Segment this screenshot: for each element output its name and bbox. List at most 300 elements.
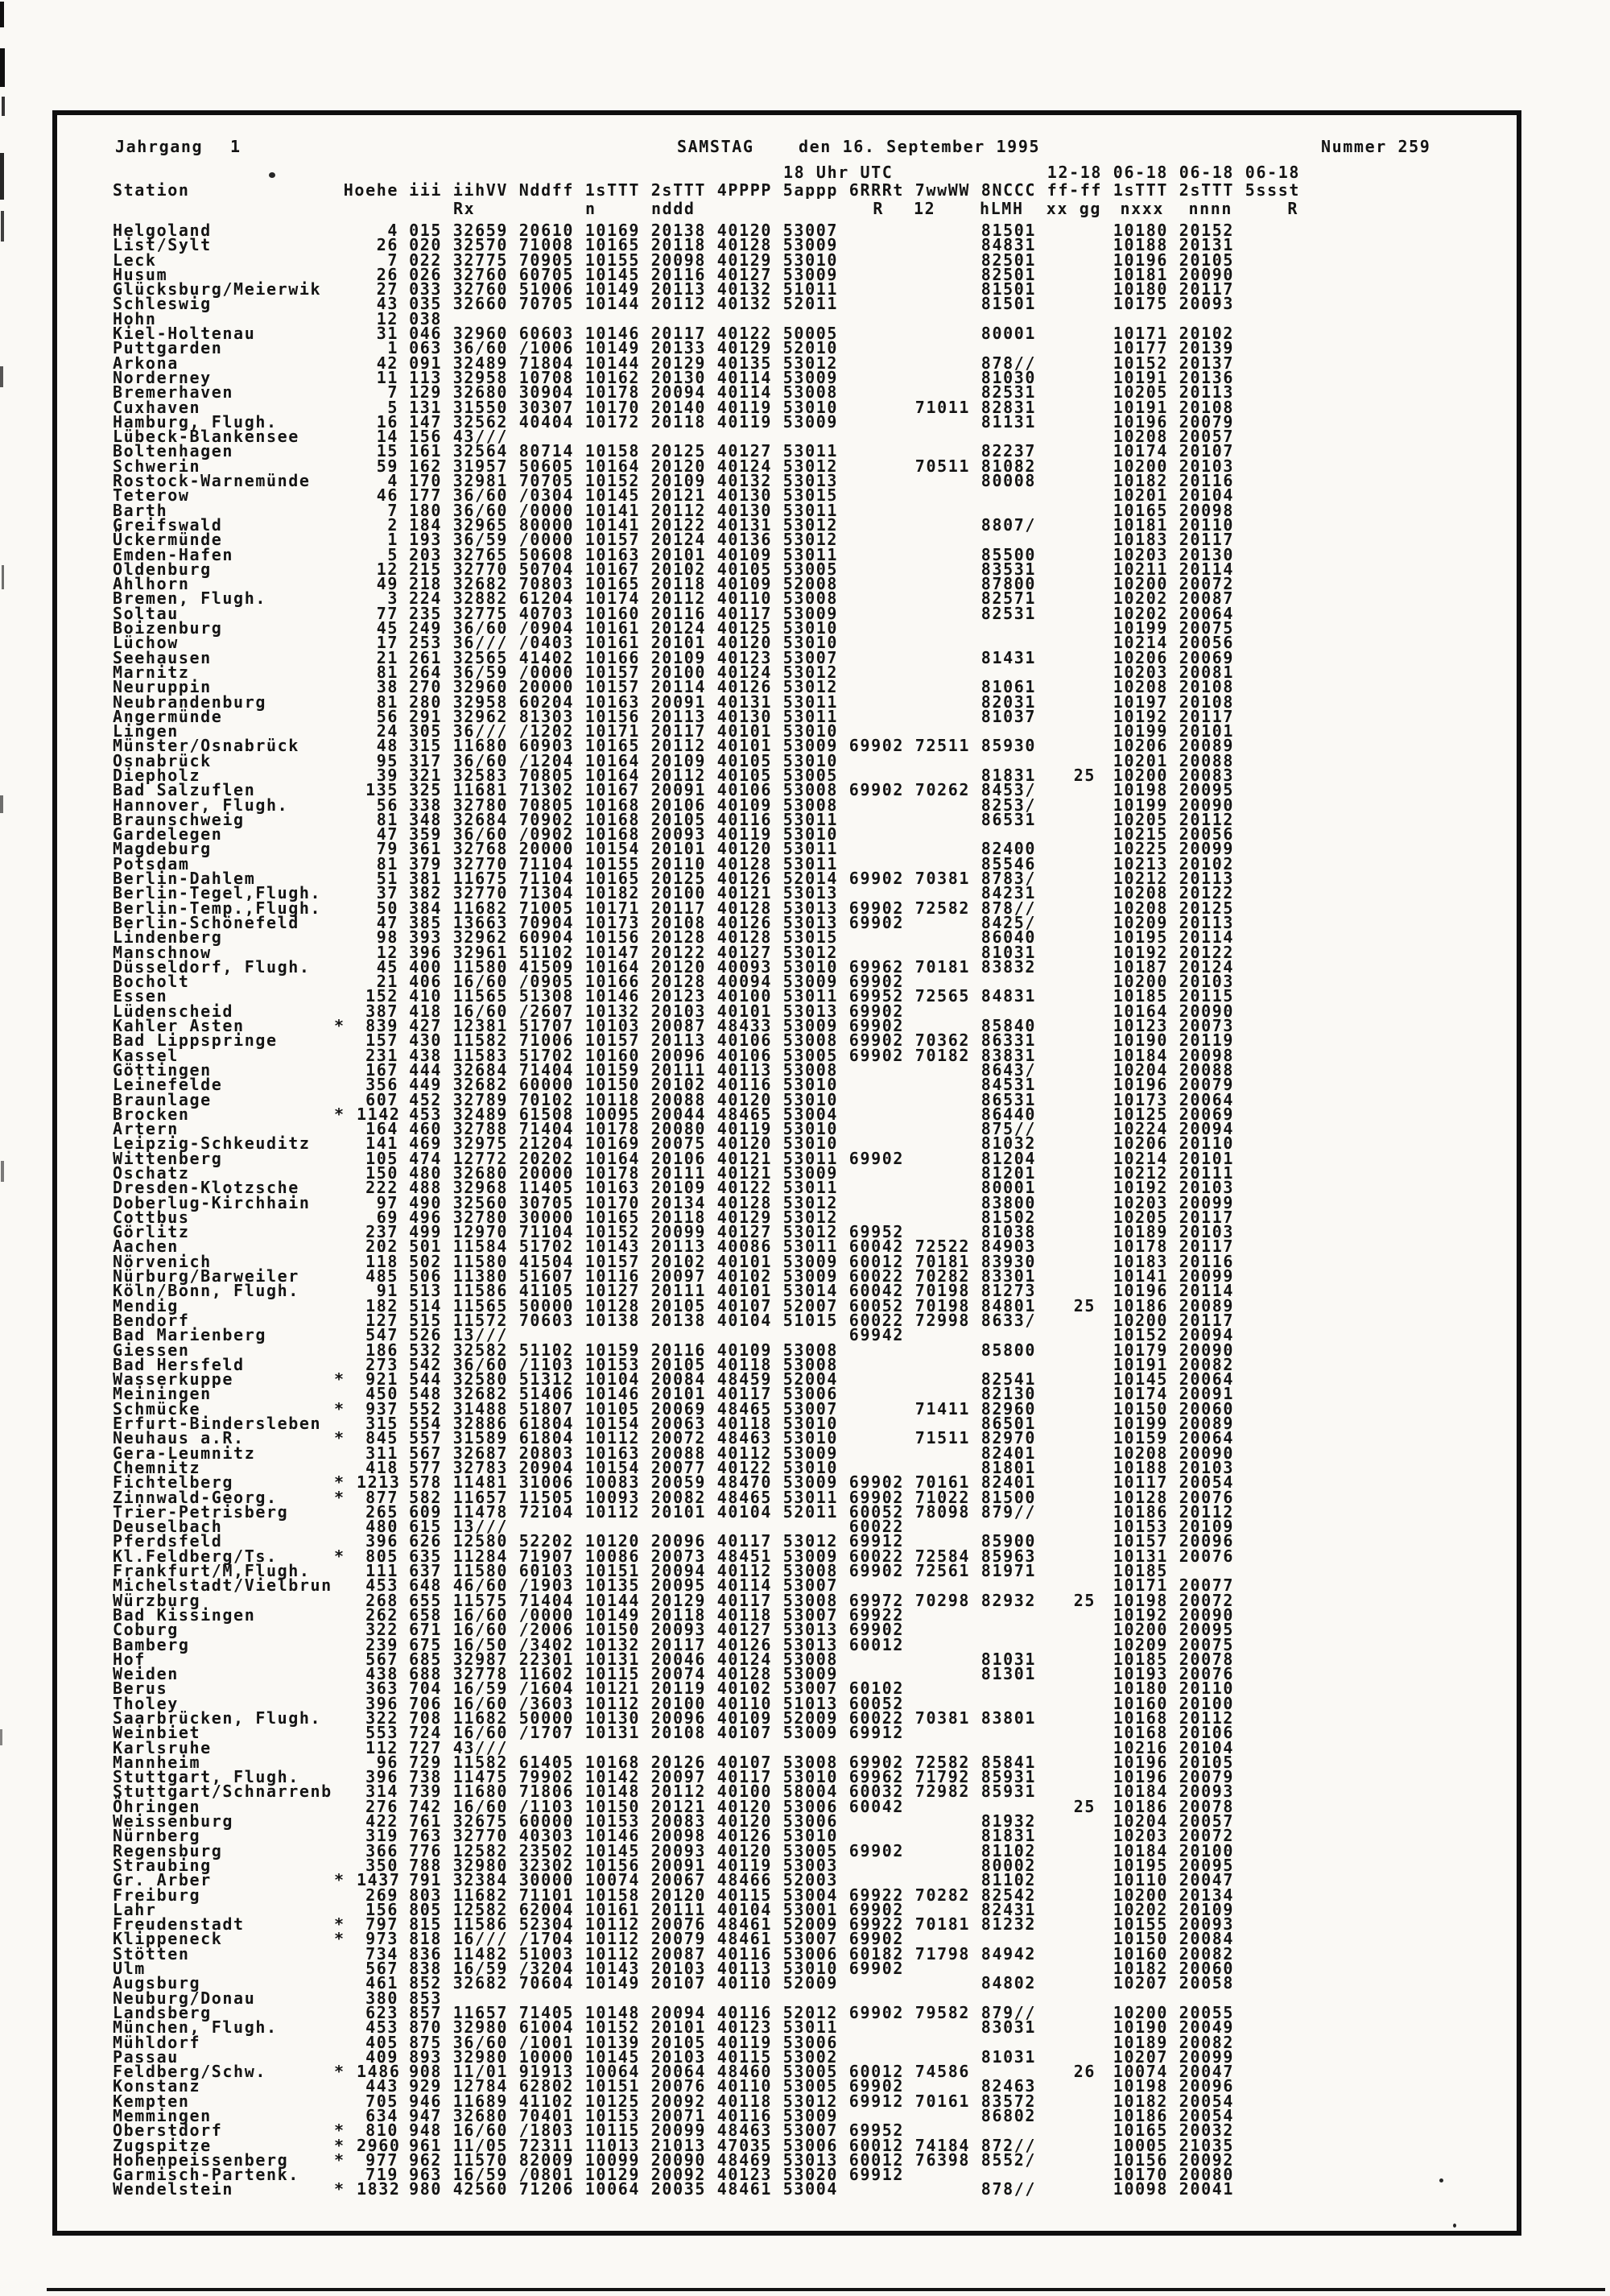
cell-5appp: 53013	[782, 898, 838, 918]
cell-4pppp: 40101	[716, 736, 772, 756]
header-2sttt: 2sTTT	[650, 180, 706, 200]
cell-1sttt-06-18: 10205	[1113, 809, 1169, 829]
cell-5appp: 53009	[782, 1546, 838, 1566]
cell-5appp: 53005	[782, 1840, 838, 1860]
cell-7wwww: 72582	[914, 1752, 971, 1772]
cell-5appp: 53009	[782, 235, 838, 255]
cell-1sttt-06-18: 10180	[1113, 279, 1169, 299]
cell-1sttt-06-18: 10187	[1113, 956, 1169, 977]
cell-4pppp: 40120	[716, 633, 772, 653]
cell-5appp: 53008	[782, 382, 838, 403]
cell-4pppp: 40102	[716, 1679, 772, 1699]
cell-1sttt-18: 10174	[584, 588, 640, 609]
cell-marker	[332, 2005, 357, 2020]
cell-5appp: 52012	[782, 2002, 838, 2022]
cell-8nccc: 85800	[980, 1340, 1037, 1360]
cell-iihvv: 13663	[452, 912, 508, 932]
cell-5appp: 53012	[782, 662, 838, 682]
cell-hoehe: 202	[365, 1237, 398, 1257]
cell-2sttt-18: 20109	[650, 750, 706, 770]
header-06-18-a: 06-18	[1113, 162, 1169, 182]
cell-2sttt-06-18: 20072	[1179, 1826, 1235, 1846]
cell-7wwww: 70511	[914, 456, 971, 476]
cell-2sttt-18: 20117	[650, 721, 706, 741]
cell-7wwww	[904, 1151, 970, 1166]
cell-hoehe: 150	[365, 1163, 398, 1183]
cell-7wwww: 70198	[914, 1281, 971, 1301]
cell-hoehe: 553	[365, 1723, 398, 1743]
cell-nddff: 50000	[518, 1295, 574, 1315]
cell-5appp: 53004	[782, 2179, 838, 2199]
cell-iii: 763	[409, 1826, 442, 1846]
cell-6rrrt: 69902	[848, 1030, 905, 1051]
cell-8nccc: 85900	[980, 1531, 1037, 1551]
cell-1sttt-06-18: 10181	[1113, 264, 1169, 284]
cell-iii: 818	[409, 1929, 442, 1949]
cell-5ssst	[1234, 1416, 1300, 1431]
cell-2sttt-18: 20064	[650, 2062, 706, 2082]
cell-5appp: 53015	[782, 485, 838, 506]
cell-5appp: 53011	[782, 692, 838, 712]
cell-hoehe: 47	[376, 912, 398, 932]
cell-6rrrt	[838, 253, 904, 267]
cell-1sttt-18: 10086	[584, 1546, 640, 1566]
cell-iii: 655	[409, 1590, 442, 1610]
cell-7wwww	[904, 1844, 970, 1858]
cell-iii: 147	[409, 411, 442, 432]
cell-6rrrt	[838, 400, 904, 415]
cell-2sttt-06-18: 20083	[1179, 765, 1235, 785]
cell-1sttt-18: 10105	[584, 1398, 640, 1418]
cell-5ssst	[1234, 1313, 1300, 1328]
cell-station: Teterow	[113, 485, 190, 506]
cell-1sttt-06-18: 10202	[1113, 603, 1169, 623]
cell-2sttt-06-18: 20054	[1179, 1472, 1235, 1493]
cell-7wwww	[904, 267, 970, 282]
cell-iihvv: 32770	[452, 883, 508, 903]
cell-hoehe: 21	[376, 972, 398, 992]
cell-2sttt-06-18: 20056	[1179, 824, 1235, 844]
cell-8nccc: 875//	[980, 1119, 1037, 1139]
cell-iihvv: 11675	[452, 869, 508, 889]
cell-5ssst	[1234, 1784, 1300, 1798]
cell-nddff: 20000	[518, 1163, 574, 1183]
cell-ff-12-18	[1036, 223, 1102, 237]
cell-4pppp: 40120	[716, 1134, 772, 1154]
cell-nddff: 51006	[518, 279, 574, 299]
cell-hoehe: 387	[365, 1001, 398, 1021]
cell-1sttt-18: 10165	[584, 736, 640, 756]
cell-2sttt-06-18: 20109	[1179, 1899, 1235, 1919]
cell-marker	[332, 1666, 357, 1681]
cell-2sttt-18: 20129	[650, 353, 706, 373]
cell-1sttt-18: 10112	[584, 1929, 640, 1949]
cell-ff-12-18	[1036, 591, 1102, 605]
cell-8nccc: 82401	[980, 1472, 1037, 1493]
cell-2sttt-06-18: 20102	[1179, 324, 1235, 344]
weekday-label: SAMSTAG	[677, 137, 754, 156]
cell-6rrrt	[838, 812, 904, 827]
cell-marker	[332, 709, 357, 724]
cell-ff-12-18	[1036, 1711, 1102, 1725]
cell-iii: 218	[409, 574, 442, 594]
cell-2sttt-18: 20092	[650, 2091, 706, 2111]
cell-station: Arkona	[113, 353, 179, 373]
cell-hoehe: 69	[376, 1207, 398, 1227]
cell-8nccc: 879//	[980, 2002, 1037, 2022]
header-ff-ff: ff-ff	[1046, 180, 1103, 200]
cell-ff-12-18	[1036, 2094, 1102, 2108]
cell-hoehe: 81	[376, 662, 398, 682]
cell-marker: *	[334, 1369, 345, 1390]
cell-2sttt-06-18: 20064	[1179, 1089, 1235, 1109]
cell-ff-12-18	[1036, 312, 1102, 326]
cell-7wwww: 70181	[914, 1914, 971, 1935]
cell-2sttt-06-18: 20064	[1179, 1369, 1235, 1390]
cell-marker	[332, 1180, 357, 1195]
cell-7wwww	[904, 1136, 970, 1150]
cell-1sttt-18: 10139	[584, 2032, 640, 2052]
header-5ssst: 5ssst	[1245, 180, 1301, 200]
cell-1sttt-06-18: 10156	[1113, 2149, 1169, 2170]
header-18-uhr-utc: 18 Uhr UTC	[783, 162, 894, 182]
cell-7wwww	[904, 1107, 970, 1121]
cell-1sttt-06-18: 10098	[1113, 2179, 1169, 2199]
cell-7wwww	[904, 591, 970, 605]
header-spacer	[904, 161, 970, 180]
cell-5appp: 53006	[782, 1811, 838, 1831]
cell-2sttt-18: 20092	[650, 2165, 706, 2185]
cell-7wwww: 74586	[914, 2062, 971, 2082]
cell-5appp: 53011	[782, 441, 838, 461]
cell-7wwww	[904, 1446, 970, 1460]
cell-ff-12-18	[1036, 1328, 1102, 1342]
cell-iihvv: 32765	[452, 544, 508, 564]
cell-1sttt-18: 10095	[584, 1104, 640, 1124]
cell-ff-12-18	[1036, 1107, 1102, 1121]
cell-4pppp: 40123	[716, 647, 772, 667]
cell-2sttt-06-18: 20076	[1179, 1546, 1235, 1566]
cell-1sttt-06-18: 10165	[1113, 500, 1169, 520]
cell-iii: 382	[409, 883, 442, 903]
cell-7wwww: 72565	[914, 986, 971, 1006]
cell-1sttt-18: 10144	[584, 1590, 640, 1610]
cell-iihvv: 32580	[452, 1369, 508, 1390]
cell-5appp: 53008	[782, 780, 838, 800]
cell-7wwww	[904, 827, 970, 841]
cell-2sttt-18: 20112	[650, 294, 706, 314]
cell-ff-12-18	[1036, 886, 1102, 900]
cell-5ssst	[1234, 444, 1300, 458]
cell-nddff: /0000	[518, 500, 574, 520]
cell-station: Berus	[113, 1679, 168, 1699]
cell-2sttt-18: 20105	[650, 1295, 706, 1315]
cell-2sttt-18: 20099	[650, 2120, 706, 2141]
cell-station: Freudenstadt	[113, 1914, 245, 1935]
cell-5ssst	[1234, 1121, 1300, 1136]
cell-7wwww	[904, 1357, 970, 1372]
cell-station: Neuhaus a.R.	[113, 1428, 245, 1448]
cell-iihvv: 11575	[452, 1590, 508, 1610]
cell-marker	[332, 532, 357, 547]
cell-6rrrt: 69902	[848, 869, 905, 889]
cell-5appp: 53009	[782, 1664, 838, 1684]
cell-4pppp: 40128	[716, 235, 772, 255]
cell-iihvv: 11570	[452, 2149, 508, 2170]
cell-2sttt-18: 20093	[650, 824, 706, 844]
cell-nddff: /1803	[518, 2120, 574, 2141]
cell-2sttt-06-18: 20112	[1179, 1501, 1235, 1522]
cell-7wwww: 72511	[914, 736, 971, 756]
cell-1sttt-18: 10141	[584, 514, 640, 535]
cell-1sttt-06-18: 10180	[1113, 1679, 1169, 1699]
cell-6rrrt	[838, 827, 904, 841]
cell-hoehe: 127	[365, 1310, 398, 1330]
cell-6rrrt	[838, 518, 904, 532]
cell-nddff: 60000	[518, 1075, 574, 1095]
cell-8nccc: 83831	[980, 1045, 1037, 1065]
cell-ff-12-18	[1036, 1991, 1102, 2005]
cell-iii: 502	[409, 1251, 442, 1271]
cell-8nccc: 82541	[980, 1369, 1037, 1390]
cell-station: Hof	[113, 1649, 146, 1669]
cell-ff-12-18	[1036, 1048, 1102, 1063]
cell-hoehe: 79	[376, 839, 398, 859]
cell-5appp: 50005	[782, 324, 838, 344]
cell-5ssst	[1234, 1844, 1300, 1858]
cell-hoehe: 567	[365, 1959, 398, 1979]
cell-5ssst	[1234, 1357, 1300, 1372]
cell-2sttt-18: 20091	[650, 692, 706, 712]
cell-iihvv: 12580	[452, 1531, 508, 1551]
cell-7wwww: 70161	[914, 2091, 971, 2111]
cell-2sttt-06-18: 20136	[1179, 367, 1235, 387]
cell-ff-12-18	[1036, 1917, 1102, 1931]
cell-hoehe: 59	[376, 456, 398, 476]
cell-iii: 162	[409, 456, 442, 476]
cell-5appp: 53001	[782, 1899, 838, 1919]
cell-7wwww: 72561	[914, 1561, 971, 1581]
cell-1sttt-18: 10151	[584, 2076, 640, 2096]
cell-iihvv: 32682	[452, 574, 508, 594]
cell-6rrrt	[838, 2035, 904, 2050]
cell-nddff: 51807	[518, 1398, 574, 1418]
cell-2sttt-18: 20118	[650, 235, 706, 255]
cell-nddff: 60000	[518, 1811, 574, 1831]
cell-iii: 381	[409, 869, 442, 889]
cell-ff-12-18	[1036, 1652, 1102, 1666]
cell-6rrrt: 60012	[848, 2149, 905, 2170]
cell-hoehe: 350	[365, 1855, 398, 1875]
cell-5appp: 52011	[782, 294, 838, 314]
cell-8nccc: 84531	[980, 1075, 1037, 1095]
cell-nddff: 41102	[518, 2091, 574, 2111]
cell-1sttt-06-18: 10184	[1113, 1782, 1169, 1802]
cell-ff-12-18	[1036, 1563, 1102, 1578]
cell-ff-12-18	[1036, 901, 1102, 915]
cell-2sttt-06-18: 20057	[1179, 1811, 1235, 1831]
cell-6rrrt: 60102	[848, 1679, 905, 1699]
cell-hoehe: 322	[365, 1708, 398, 1728]
cell-ff-12-18	[1036, 857, 1102, 871]
cell-hoehe: 4	[387, 471, 398, 491]
cell-iihvv: 43///	[452, 427, 508, 447]
cell-1sttt-06-18: 10185	[1113, 1561, 1169, 1581]
cell-4pppp: 40120	[716, 1089, 772, 1109]
cell-iii: 526	[409, 1325, 442, 1345]
cell-hoehe: 937	[365, 1398, 398, 1418]
cell-5appp: 53010	[782, 1428, 838, 1448]
cell-iihvv: 16/60	[452, 1796, 508, 1816]
cell-7wwww	[904, 915, 970, 930]
cell-4pppp: 40118	[716, 1354, 772, 1374]
cell-hoehe: 50	[376, 898, 398, 918]
cell-iihvv: 11482	[452, 1943, 508, 1964]
cell-2sttt-06-18: 20103	[1179, 1178, 1235, 1198]
cell-ff-12-18	[1036, 709, 1102, 724]
cell-ff-12-18	[1036, 253, 1102, 267]
cell-1sttt-18: 10166	[584, 972, 640, 992]
cell-2sttt-06-18: 20103	[1179, 1222, 1235, 1242]
cell-8nccc: 84831	[980, 235, 1037, 255]
cell-5ssst	[1234, 1711, 1300, 1725]
cell-iihvv: 32760	[452, 279, 508, 299]
cell-station: Garmisch-Partenk.	[113, 2165, 299, 2185]
cell-5appp: 53013	[782, 471, 838, 491]
cell-6rrrt: 60182	[848, 1943, 905, 1964]
cell-4pppp: 40112	[716, 1443, 772, 1463]
cell-6rrrt	[838, 385, 904, 399]
cell-station: Ückermünde	[113, 530, 223, 550]
cell-iii: 496	[409, 1207, 442, 1227]
cell-ff-12-18	[1036, 444, 1102, 458]
cell-4pppp: 40124	[716, 1649, 772, 1669]
cell-ff-12-18	[1036, 960, 1102, 974]
subheader-hlmh: hLMH	[980, 198, 1024, 218]
cell-station: Norderney	[113, 367, 212, 387]
cell-marker	[332, 1844, 357, 1858]
cell-5ssst	[1234, 2079, 1300, 2093]
header-12-18: 12-18	[1046, 162, 1103, 182]
cell-1sttt-06-18: 10145	[1113, 1369, 1169, 1390]
cell-nddff: 20000	[518, 839, 574, 859]
cell-1sttt-18: 10143	[584, 1959, 640, 1979]
cell-1sttt-06-18: 10192	[1113, 706, 1169, 726]
cell-iihvv: 16/60	[452, 1620, 508, 1640]
cell-hoehe: 422	[365, 1811, 398, 1831]
cell-5appp: 53009	[782, 1723, 838, 1743]
cell-marker	[332, 768, 357, 783]
cell-1sttt-06-18: 10209	[1113, 1634, 1169, 1654]
cell-ff-12-18	[1036, 841, 1102, 856]
cell-8nccc: 878//	[980, 2179, 1037, 2199]
cell-2sttt-06-18: 20082	[1179, 2032, 1235, 2052]
cell-marker	[332, 1063, 357, 1077]
cell-6rrrt: 69952	[848, 1222, 905, 1242]
cell-ff-12-18	[1036, 1947, 1102, 1961]
cell-1sttt-18: 10112	[584, 1693, 640, 1713]
cell-2sttt-18: 20110	[650, 853, 706, 873]
cell-iii: 305	[409, 721, 442, 741]
cell-4pppp: 40118	[716, 1604, 772, 1625]
cell-1sttt-18: 10164	[584, 750, 640, 770]
cell-6rrrt: 60032	[848, 1782, 905, 1802]
cell-hoehe: 877	[365, 1487, 398, 1507]
cell-nddff: /2607	[518, 1001, 574, 1021]
cell-iihvv: 11380	[452, 1266, 508, 1286]
cell-6rrrt: 69912	[848, 2091, 905, 2111]
cell-ff-12-18	[1036, 237, 1102, 252]
cell-station: Meiningen	[113, 1384, 212, 1404]
cell-marker	[332, 400, 357, 415]
cell-2sttt-18: 20122	[650, 514, 706, 535]
cell-ff-12-18	[1036, 1828, 1102, 1843]
cell-2sttt-06-18: 20134	[1179, 1885, 1235, 1905]
cell-1sttt-06-18: 10212	[1113, 869, 1169, 889]
cell-1sttt-06-18: 10198	[1113, 780, 1169, 800]
cell-2sttt-06-18: 20057	[1179, 427, 1235, 447]
cell-4pppp: 40132	[716, 294, 772, 314]
cell-8nccc: 85931	[980, 1782, 1037, 1802]
cell-1sttt-06-18: 10168	[1113, 1723, 1169, 1743]
cell-ff-12-18	[1036, 385, 1102, 399]
cell-station: Ahlhorn	[113, 574, 190, 594]
cell-marker	[332, 488, 357, 502]
cell-nddff: 71804	[518, 353, 574, 373]
cell-iihvv: 32570	[452, 235, 508, 255]
cell-marker: *	[334, 1104, 345, 1124]
cell-4pppp: 40093	[716, 956, 772, 977]
cell-ff-12-18	[1036, 296, 1102, 311]
cell-4pppp: 40120	[716, 1796, 772, 1816]
cell-7wwww	[904, 1328, 970, 1342]
cell-5appp: 53014	[782, 1281, 838, 1301]
cell-1sttt-18: 10168	[584, 795, 640, 815]
cell-6rrrt: 69902	[848, 1472, 905, 1493]
cell-ff-12-18	[1036, 1033, 1102, 1047]
cell-2sttt-18: 20106	[650, 795, 706, 815]
cell-station: Neuruppin	[113, 677, 212, 697]
cell-1sttt-18: 10115	[584, 2120, 640, 2141]
cell-4pppp: 40128	[716, 1192, 772, 1212]
cell-ff-12-18	[1036, 2153, 1102, 2167]
cell-station: Brocken	[113, 1104, 190, 1124]
cell-5appp: 53010	[782, 721, 838, 741]
cell-2sttt-06-18: 20090	[1179, 1443, 1235, 1463]
cell-iihvv: 32789	[452, 1089, 508, 1109]
cell-iii: 609	[409, 1501, 442, 1522]
cell-iihvv: 32980	[452, 2017, 508, 2038]
cell-6rrrt	[838, 562, 904, 576]
cell-5appp: 53009	[782, 736, 838, 756]
cell-2sttt-18: 20112	[650, 765, 706, 785]
cell-5ssst	[1234, 1755, 1300, 1769]
cell-iii: 637	[409, 1561, 442, 1581]
cell-1sttt-18: 10170	[584, 397, 640, 417]
cell-8nccc: 81831	[980, 1826, 1037, 1846]
cell-1sttt-06-18: 10188	[1113, 1457, 1169, 1477]
cell-hoehe: 262	[365, 1604, 398, 1625]
cell-5ssst	[1234, 400, 1300, 415]
cell-5ssst	[1234, 665, 1300, 679]
cell-ff-12-18	[1036, 915, 1102, 930]
cell-iii: 418	[409, 1001, 442, 1021]
cell-marker: *	[334, 1914, 345, 1935]
cell-station: Braunlage	[113, 1089, 212, 1109]
cell-1sttt-06-18: 10200	[1113, 456, 1169, 476]
cell-2sttt-18: 20082	[650, 1487, 706, 1507]
cell-1sttt-06-18: 10213	[1113, 853, 1169, 873]
